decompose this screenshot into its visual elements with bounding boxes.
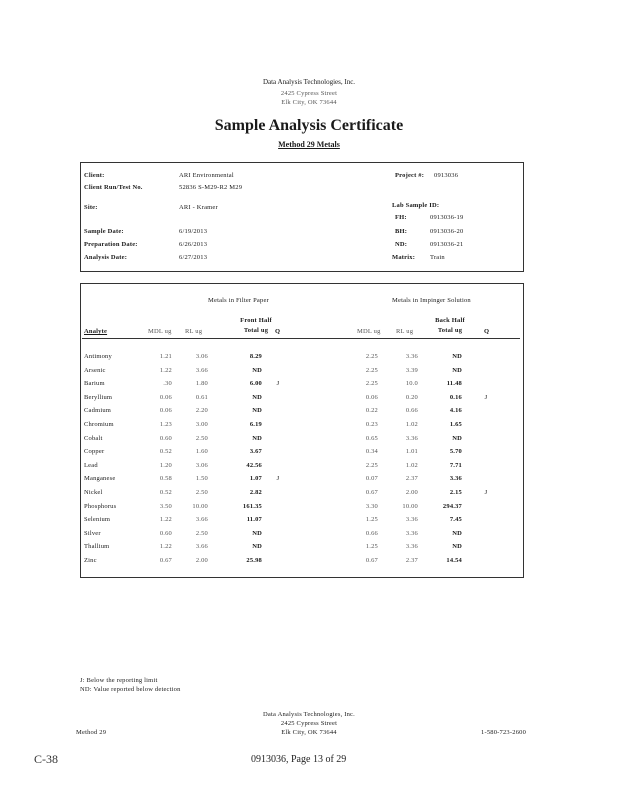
company-name: Data Analysis Technologies, Inc. — [262, 78, 356, 86]
back-q-cell: J — [484, 489, 488, 496]
analyte-cell: Silver — [84, 530, 101, 537]
col-front-mdl: MDL ug — [148, 328, 172, 335]
back-mdl-cell: 0.66 — [365, 530, 378, 537]
back-rl-cell: 1.02 — [405, 421, 418, 428]
analyte-cell: Lead — [84, 462, 98, 469]
front-total-cell: 161.35 — [242, 503, 262, 510]
back-rl-cell: 2.00 — [405, 489, 418, 496]
front-rl-cell: 3.66 — [195, 543, 208, 550]
back-total-cell: 14.54 — [446, 557, 462, 564]
back-mdl-cell: 1.25 — [365, 543, 378, 550]
front-mdl-cell: 1.22 — [159, 516, 172, 523]
front-rl-cell: 2.50 — [195, 489, 208, 496]
back-half-header-1: Back Half — [435, 317, 465, 324]
back-total-cell: ND — [452, 530, 462, 537]
analyte-cell: Barium — [84, 380, 105, 387]
back-total-cell: 4.16 — [449, 407, 462, 414]
front-mdl-cell: 0.06 — [159, 394, 172, 401]
front-mdl-cell: 1.20 — [159, 462, 172, 469]
back-mdl-cell: 0.23 — [365, 421, 378, 428]
header-rule — [82, 338, 520, 339]
back-total-cell: 5.70 — [449, 448, 462, 455]
front-total-cell: 25.98 — [246, 557, 262, 564]
site-value: ARI - Kramer — [179, 204, 218, 211]
col-back-mdl: MDL ug — [357, 328, 381, 335]
matrix-value: Train — [430, 254, 445, 261]
footer-phone: 1-580-723-2600 — [481, 729, 527, 736]
back-mdl-cell: 1.25 — [365, 516, 378, 523]
analyte-cell: Selenium — [84, 516, 111, 523]
front-mdl-cell: 0.06 — [159, 407, 172, 414]
back-total-cell: 2.15 — [449, 489, 462, 496]
back-rl-cell: 0.66 — [405, 407, 418, 414]
back-total-cell: 294.37 — [442, 503, 462, 510]
footer-city: Elk City, OK 73644 — [281, 729, 337, 736]
col-back-rl: RL ug — [396, 328, 414, 335]
front-rl-cell: 1.50 — [195, 475, 208, 482]
front-rl-cell: 3.06 — [195, 462, 208, 469]
front-rl-cell: 3.66 — [195, 516, 208, 523]
analyte-cell: Zinc — [84, 557, 97, 564]
front-rl-cell: 1.80 — [195, 380, 208, 387]
project-value: 0913036 — [434, 172, 459, 179]
back-total-cell: ND — [452, 435, 462, 442]
front-total-cell: 8.29 — [249, 353, 262, 360]
front-total-cell: ND — [252, 435, 262, 442]
fh-value: 0913036-19 — [430, 214, 464, 221]
front-half-header-1: Front Half — [240, 317, 272, 324]
footer-method: Method 29 — [76, 729, 107, 736]
group-back-header: Metals in Impinger Solution — [392, 297, 471, 304]
back-rl-cell: 3.36 — [405, 516, 418, 523]
back-mdl-cell: 0.06 — [365, 394, 378, 401]
back-total-cell: 7.71 — [449, 462, 462, 469]
note-line-1: J: Below the reporting limit — [80, 677, 158, 684]
back-rl-cell: 2.37 — [405, 557, 418, 564]
footer-company: Data Analysis Technologies, Inc. — [263, 711, 355, 718]
front-total-cell: 11.07 — [246, 516, 262, 523]
back-rl-cell: 1.01 — [405, 448, 418, 455]
back-rl-cell: 0.20 — [405, 394, 418, 401]
back-half-header-2: Total ug — [437, 327, 463, 334]
matrix-label: Matrix: — [392, 254, 416, 261]
prep-date-value: 6/26/2013 — [179, 241, 208, 248]
back-mdl-cell: 0.34 — [365, 448, 378, 455]
front-mdl-cell: 1.22 — [159, 543, 172, 550]
front-total-cell: 1.07 — [249, 475, 262, 482]
fh-label: FH: — [395, 214, 407, 221]
project-label: Project #: — [395, 172, 425, 179]
run-label: Client Run/Test No. — [84, 184, 143, 191]
front-mdl-cell: 0.52 — [159, 489, 172, 496]
back-mdl-cell: 2.25 — [365, 380, 378, 387]
analyte-cell: Copper — [84, 448, 105, 455]
back-rl-cell: 10.0 — [405, 380, 418, 387]
page-stamp: C-38 — [34, 752, 58, 766]
front-rl-cell: 1.60 — [195, 448, 208, 455]
col-back-q: Q — [484, 328, 490, 335]
analyte-cell: Antimony — [84, 353, 112, 360]
front-mdl-cell: 1.21 — [159, 353, 172, 360]
site-label: Site: — [84, 204, 98, 211]
lab-sample-id-label: Lab Sample ID: — [392, 202, 440, 209]
analysis-date-value: 6/27/2013 — [179, 254, 208, 261]
back-rl-cell: 3.36 — [405, 353, 418, 360]
note-line-2: ND: Value reported below detection — [80, 686, 181, 693]
analyte-cell: Thallium — [84, 543, 110, 550]
front-mdl-cell: 0.58 — [159, 475, 172, 482]
back-rl-cell: 3.36 — [405, 530, 418, 537]
front-rl-cell: 2.50 — [195, 435, 208, 442]
back-total-cell: 11.48 — [446, 380, 462, 387]
front-rl-cell: 2.00 — [195, 557, 208, 564]
front-total-cell: ND — [252, 407, 262, 414]
back-total-cell: 1.65 — [449, 421, 462, 428]
nd-value: 0913036-21 — [430, 241, 464, 248]
back-rl-cell: 1.02 — [405, 462, 418, 469]
page-subtitle: Method 29 Metals — [278, 140, 340, 149]
sample-date-value: 6/19/2013 — [179, 228, 208, 235]
front-mdl-cell: .30 — [163, 380, 172, 387]
back-rl-cell: 3.39 — [405, 367, 418, 374]
back-rl-cell: 2.37 — [405, 475, 418, 482]
front-total-cell: 6.19 — [249, 421, 262, 428]
front-total-cell: 42.56 — [246, 462, 262, 469]
back-total-cell: 3.36 — [449, 475, 462, 482]
analyte-cell: Manganese — [84, 475, 116, 482]
client-value: ARI Environmental — [179, 172, 234, 179]
back-total-cell: 7.45 — [449, 516, 462, 523]
sample-date-label: Sample Date: — [84, 228, 124, 235]
front-rl-cell: 0.61 — [195, 394, 208, 401]
bh-label: BH: — [395, 228, 408, 235]
col-front-q: Q — [275, 328, 281, 335]
front-mdl-cell: 3.50 — [159, 503, 172, 510]
back-total-cell: ND — [452, 367, 462, 374]
front-total-cell: ND — [252, 394, 262, 401]
col-analyte: Analyte — [84, 328, 108, 335]
back-mdl-cell: 3.30 — [365, 503, 378, 510]
page-reference: 0913036, Page 13 of 29 — [251, 754, 347, 765]
front-total-cell: 3.67 — [249, 448, 262, 455]
page-title: Sample Analysis Certificate — [214, 117, 404, 134]
front-q-cell: J — [276, 475, 280, 482]
front-mdl-cell: 0.52 — [159, 448, 172, 455]
prep-date-label: Preparation Date: — [84, 241, 138, 248]
analysis-date-label: Analysis Date: — [84, 254, 128, 261]
client-label: Client: — [84, 172, 105, 179]
back-total-cell: ND — [452, 353, 462, 360]
analyte-cell: Chromium — [84, 421, 114, 428]
front-half-header-2: Total ug — [243, 327, 269, 334]
analyte-cell: Beryllium — [84, 394, 113, 401]
nd-label: ND: — [395, 241, 408, 248]
back-rl-cell: 3.36 — [405, 435, 418, 442]
info-divider — [80, 271, 523, 272]
analyte-cell: Cobalt — [84, 435, 103, 442]
front-total-cell: ND — [252, 367, 262, 374]
back-q-cell: J — [484, 394, 488, 401]
front-mdl-cell: 0.67 — [159, 557, 172, 564]
back-rl-cell: 10.00 — [402, 503, 418, 510]
bh-value: 0913036-20 — [430, 228, 464, 235]
analyte-cell: Nickel — [84, 489, 103, 496]
back-mdl-cell: 0.22 — [365, 407, 378, 414]
back-mdl-cell: 0.07 — [365, 475, 378, 482]
back-mdl-cell: 2.25 — [365, 367, 378, 374]
analyte-cell: Cadmium — [84, 407, 112, 414]
front-rl-cell: 2.20 — [195, 407, 208, 414]
back-mdl-cell: 0.67 — [365, 489, 378, 496]
front-q-cell: J — [276, 380, 280, 387]
front-rl-cell: 3.00 — [195, 421, 208, 428]
front-rl-cell: 10.00 — [192, 503, 208, 510]
front-rl-cell: 3.06 — [195, 353, 208, 360]
footer-street: 2425 Cypress Street — [280, 720, 338, 727]
back-total-cell: ND — [452, 543, 462, 550]
back-rl-cell: 3.36 — [405, 543, 418, 550]
back-mdl-cell: 2.25 — [365, 462, 378, 469]
back-mdl-cell: 2.25 — [365, 353, 378, 360]
col-front-rl: RL ug — [185, 328, 203, 335]
front-mdl-cell: 1.22 — [159, 367, 172, 374]
company-street: 2425 Cypress Street — [280, 90, 338, 97]
group-front-header: Metals in Filter Paper — [208, 297, 269, 304]
front-total-cell: ND — [252, 543, 262, 550]
front-rl-cell: 3.66 — [195, 367, 208, 374]
back-mdl-cell: 0.65 — [365, 435, 378, 442]
analyte-cell: Phosphorus — [84, 503, 117, 510]
front-total-cell: 6.00 — [249, 380, 262, 387]
company-city: Elk City, OK 73644 — [281, 99, 337, 106]
run-value: 52836 S-M29-R2 M29 — [179, 184, 243, 191]
analyte-cell: Arsenic — [84, 367, 106, 374]
front-mdl-cell: 0.60 — [159, 530, 172, 537]
front-total-cell: ND — [252, 530, 262, 537]
front-mdl-cell: 0.60 — [159, 435, 172, 442]
back-mdl-cell: 0.67 — [365, 557, 378, 564]
front-mdl-cell: 1.23 — [159, 421, 172, 428]
front-rl-cell: 2.50 — [195, 530, 208, 537]
front-total-cell: 2.82 — [249, 489, 262, 496]
back-total-cell: 0.16 — [449, 394, 462, 401]
